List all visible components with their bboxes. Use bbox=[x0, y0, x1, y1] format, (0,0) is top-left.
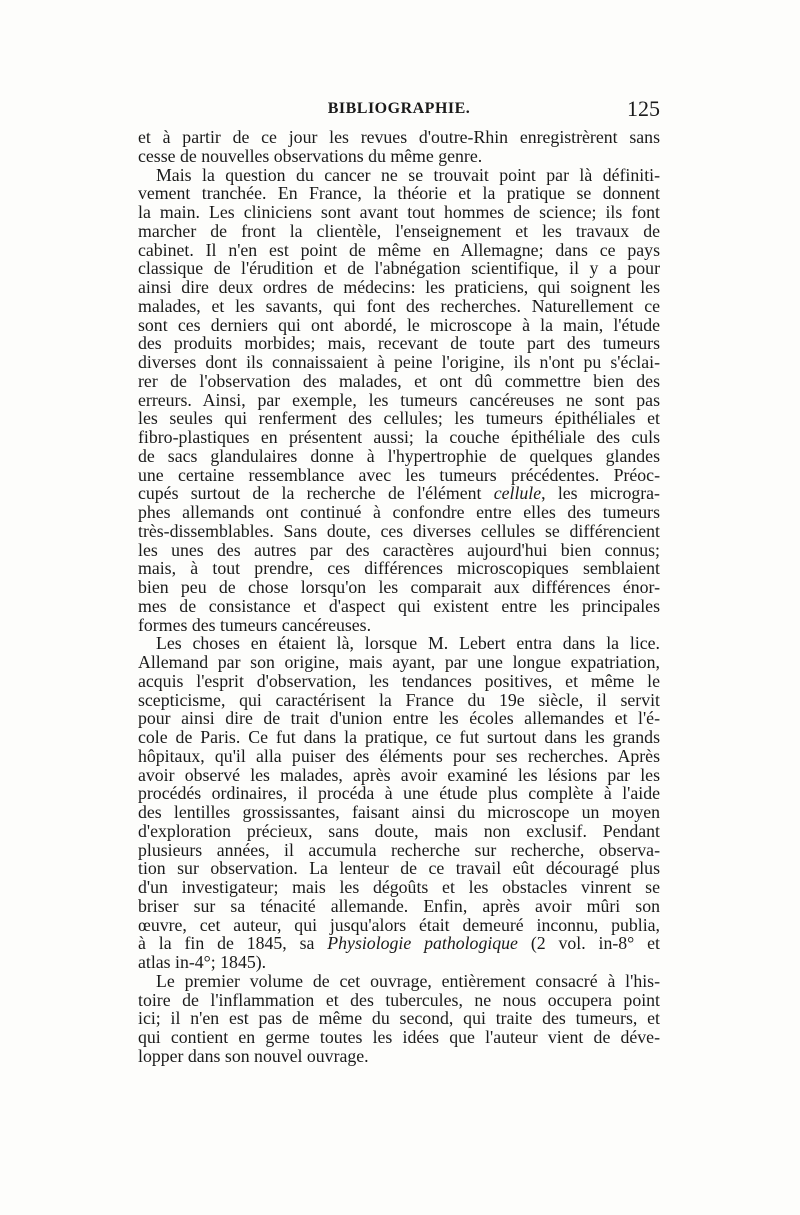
text-line: briser sur sa ténacité allemande. Enfin, après avoir mûri son bbox=[138, 895, 660, 916]
text-line: erreurs. Ainsi, par exemple, les tumeurs cancéreuses ne sont pas bbox=[138, 389, 660, 410]
text-line: plusieurs années, il accumula recherche sur recherche, observa- bbox=[138, 839, 660, 860]
text-line: et à partir de ce jour les revues d'outre-Rhin enregistrèrent sans bbox=[138, 127, 660, 147]
text-line: rer de l'observation des malades, et ont dû commettre bien des bbox=[138, 370, 660, 391]
paragraph bbox=[138, 128, 660, 166]
text-line: atlas in-4°; 1845). bbox=[138, 952, 267, 972]
text-line: Le premier volume de cet ouvrage, entièrement consacré à l'his- bbox=[156, 970, 660, 991]
text-line: cabinet. Il n'en est point de même en Allemagne; dans ce pays bbox=[138, 239, 660, 260]
text-line: une certaine ressemblance avec les tumeurs précédentes. Préoc- bbox=[138, 464, 660, 485]
text-line: d'exploration précieux, sans doute, mais non exclusif. Pendant bbox=[138, 820, 660, 841]
text-line: la main. Les cliniciens sont avant tout hommes de science; ils font bbox=[138, 202, 660, 222]
text-line: toire de l'inflammation et des tubercules, ne nous occupera point bbox=[138, 989, 660, 1010]
text-line: sont ces derniers qui ont abordé, le microscope à la main, l'étude bbox=[138, 314, 660, 335]
text-line: tion sur observation. La lenteur de ce travail eût découragé plus bbox=[138, 858, 660, 879]
text-line: diverses dont ils connaissaient à peine l'origine, ils n'ont pu s'éclai- bbox=[138, 352, 660, 372]
text-line: de sacs glandulaires donne à l'hypertrophie de quelques glandes bbox=[138, 445, 660, 466]
italic-term: cellule bbox=[493, 483, 542, 504]
text-line: cupés surtout de la recherche de l'élément cellule, les microgra- bbox=[138, 483, 660, 504]
text-line: ici; il n'en est pas de même du second, qui traite des tumeurs, et bbox=[138, 1008, 660, 1029]
text-line: des lentilles grossissantes, faisant ainsi du microscope un moyen bbox=[138, 802, 660, 822]
text-line: à la fin de 1845, sa Physiologie pathologique (2 vol. in-8° et bbox=[138, 933, 660, 954]
text-line: phes allemands ont continué à confondre entre elles des tumeurs bbox=[138, 502, 660, 522]
page-number: 125 bbox=[627, 96, 660, 121]
text-line: les unes des autres par des caractères aujourd'hui bien connus; bbox=[138, 539, 660, 560]
text-line: marcher de front la clientèle, l'enseignement et les travaux de bbox=[138, 220, 660, 241]
text-line: Mais la question du cancer ne se trouvait point par là définiti- bbox=[156, 164, 660, 185]
body-text bbox=[138, 128, 660, 1066]
text-line: d'un investigateur; mais les dégoûts et les obstacles vinrent se bbox=[138, 877, 660, 897]
text-line: lopper dans son nouvel ouvrage. bbox=[138, 1045, 369, 1066]
text-line: acquis l'esprit d'observation, les tendances positives, et même le bbox=[138, 670, 660, 691]
text-line: formes des tumeurs cancéreuses. bbox=[138, 614, 372, 635]
text-line: ainsi dire deux ordres de médecins: les praticiens, qui soignent les bbox=[138, 277, 660, 297]
text-line: pour ainsi dire de trait d'union entre les écoles allemandes et l'é- bbox=[138, 708, 660, 729]
text-line: malades, et les savants, qui font des recherches. Naturellement ce bbox=[138, 295, 660, 316]
text-line: vement tranchée. En France, la théorie et la pratique se donnent bbox=[138, 183, 660, 204]
text-line: très-dissemblables. Sans doute, ces diverses cellules se différencient bbox=[138, 520, 660, 541]
paragraph bbox=[138, 166, 660, 635]
text-line: Les choses en étaient là, lorsque M. Lebert entra dans la lice. bbox=[156, 633, 660, 654]
text-line: mes de consistance et d'aspect qui existent entre les principales bbox=[138, 595, 660, 616]
text-line: mais, à tout prendre, ces différences microscopiques semblaient bbox=[138, 558, 660, 579]
text-line: œuvre, cet auteur, qui jusqu'alors était demeuré inconnu, publia, bbox=[138, 914, 660, 935]
italic-term: Physiologie pathologique bbox=[327, 933, 518, 954]
text-line: les seules qui renferment des cellules; les tumeurs épithéliales et bbox=[138, 408, 660, 429]
page-header bbox=[138, 98, 660, 124]
paragraph bbox=[138, 634, 660, 972]
text-line: bien peu de chose lorsqu'on les comparait aux différences énor- bbox=[138, 577, 660, 597]
text-line: Allemand par son origine, mais ayant, par une longue expatriation, bbox=[138, 652, 660, 672]
text-line: fibro-plastiques en présentent aussi; la couche épithéliale des culs bbox=[138, 427, 660, 447]
text-line: des produits morbides; mais, recevant de toute part des tumeurs bbox=[138, 333, 660, 354]
text-line: procédés ordinaires, il procéda à une étude plus complète à l'aide bbox=[138, 783, 660, 804]
text-line: qui contient en germe toutes les idées que l'auteur vient de déve- bbox=[138, 1027, 660, 1047]
text-line: classique de l'érudition et de l'abnégation scientifique, il y a pour bbox=[138, 258, 660, 279]
text-line: hôpitaux, qu'il alla puiser des éléments pour ses recherches. Après bbox=[138, 745, 660, 766]
text-line: scepticisme, qui caractérisent la France du 19e siècle, il servit bbox=[138, 689, 660, 710]
running-title: BIBLIOGRAPHIE. bbox=[327, 100, 471, 117]
text-line: cesse de nouvelles observations du même genre. bbox=[138, 145, 483, 166]
paragraph bbox=[138, 972, 660, 1066]
text-line: cole de Paris. Ce fut dans la pratique, ce fut surtout dans les grands bbox=[138, 727, 660, 747]
text-line: avoir observé les malades, après avoir examiné les lésions par les bbox=[138, 764, 660, 785]
